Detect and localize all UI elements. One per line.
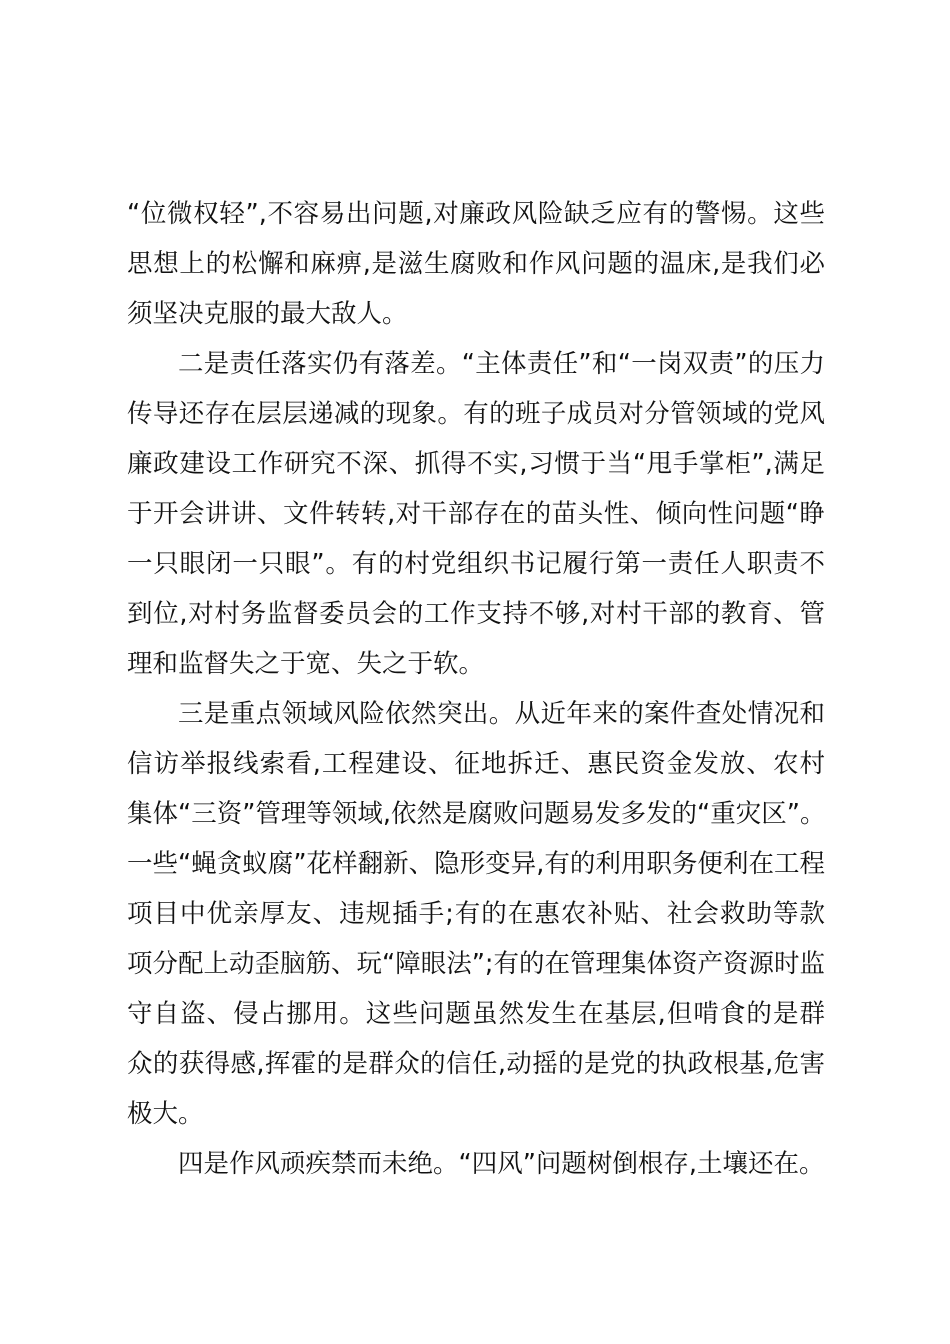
paragraph-2-line-2: 传导还存在层层递减的现象。有的班子成员对分管领域的党风	[127, 399, 825, 429]
paragraph-4-line-1: 四是作风顽疾禁而未绝。“四风”问题树倒根存,土壤还在。	[178, 1149, 825, 1179]
paragraph-3-line-8: 众的获得感,挥霍的是群众的信任,动摇的是党的执政根基,危害	[127, 1049, 825, 1079]
paragraph-1-line-3: 须坚决克服的最大敌人。	[127, 299, 408, 329]
paragraph-3-line-2: 信访举报线索看,工程建设、征地拆迁、惠民资金发放、农村	[127, 749, 825, 779]
paragraph-2-line-1: 二是责任落实仍有落差。“主体责任”和“一岗双责”的压力	[178, 349, 825, 379]
paragraph-3-line-1: 三是重点领域风险依然突出。从近年来的案件查处情况和	[178, 699, 825, 729]
paragraph-2-line-6: 到位,对村务监督委员会的工作支持不够,对村干部的教育、管	[127, 599, 825, 629]
paragraph-3-line-7: 守自盗、侵占挪用。这些问题虽然发生在基层,但啃食的是群	[127, 999, 825, 1029]
paragraph-2-line-3: 廉政建设工作研究不深、抓得不实,习惯于当“甩手掌柜”,满足	[127, 449, 825, 479]
paragraph-2-line-5: 一只眼闭一只眼”。有的村党组织书记履行第一责任人职责不	[127, 549, 825, 579]
paragraph-1-line-1: “位微权轻”,不容易出问题,对廉政风险缺乏应有的警惕。这些	[127, 199, 825, 229]
paragraph-2-line-4: 于开会讲讲、文件转转,对干部存在的苗头性、倾向性问题“睁	[127, 499, 825, 529]
paragraph-1-line-2: 思想上的松懈和麻痹,是滋生腐败和作风问题的温床,是我们必	[127, 249, 825, 279]
paragraph-3-line-6: 项分配上动歪脑筋、玩“障眼法”;有的在管理集体资产资源时监	[127, 949, 825, 979]
paragraph-3-line-4: 一些“蝇贪蚁腐”花样翻新、隐形变异,有的利用职务便利在工程	[127, 849, 825, 879]
paragraph-3-line-5: 项目中优亲厚友、违规插手;有的在惠农补贴、社会救助等款	[127, 899, 825, 929]
paragraph-2-line-7: 理和监督失之于宽、失之于软。	[127, 649, 485, 679]
paragraph-3-line-9: 极大。	[127, 1099, 204, 1129]
paragraph-3-line-3: 集体“三资”管理等领域,依然是腐败问题易发多发的“重灾区”。	[127, 799, 825, 829]
